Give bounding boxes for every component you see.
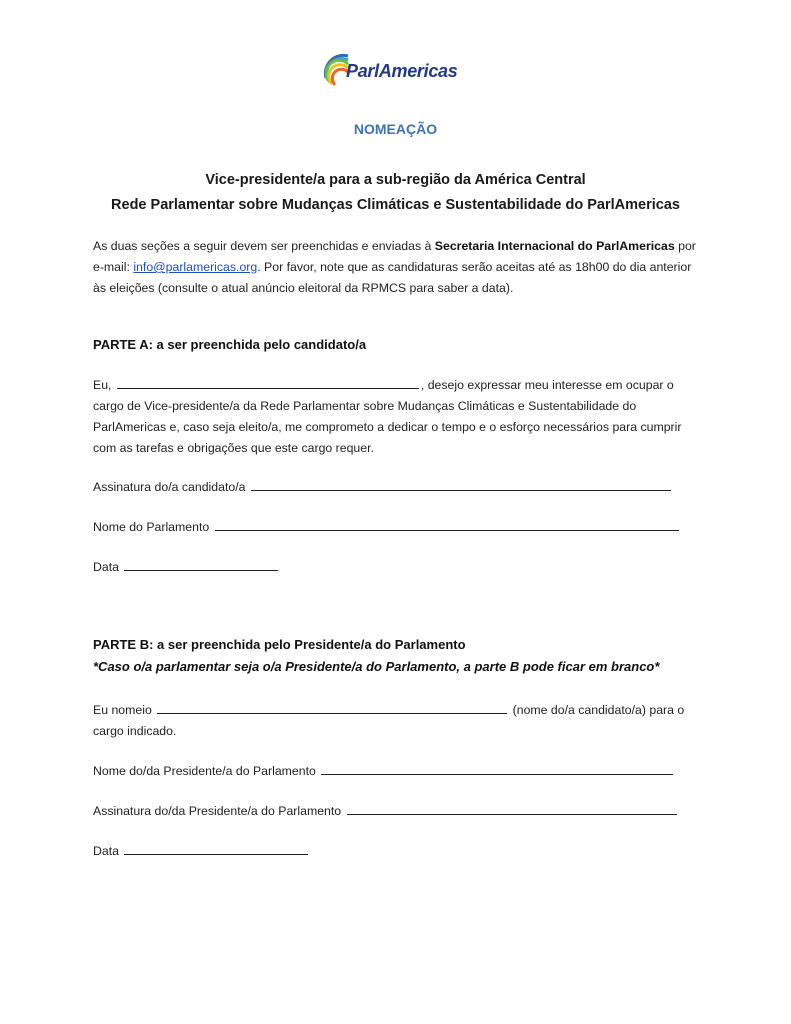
parliament-label: Nome do Parlamento: [93, 520, 210, 534]
date-row-b: [93, 841, 310, 862]
intro-text-2: por e-mail:: [93, 239, 696, 274]
document-label: NOMEAÇÃO: [353, 121, 438, 137]
network-heading: Rede Parlamentar sobre Mudanças Climáticas e Sustentabilidade do ParlAmericas: [111, 197, 680, 213]
nominee-name-blank[interactable]: [157, 700, 507, 714]
intro-paragraph: [93, 236, 705, 299]
part-b-note: *Caso o/a parlamentar seja o/a Presidente/a do Parlamento, a parte B pode ficar em branco*: [93, 659, 660, 674]
intro-text-1: As duas seções a seguir devem ser preenchidas e enviadas à: [93, 239, 435, 253]
part-b-title: PARTE B: a ser preenchida pelo Presidente/a do Parlamento: [93, 637, 466, 652]
nomination-start: Eu nomeio: [93, 703, 152, 717]
signature-label: Assinatura do/a candidato/a: [93, 480, 246, 494]
email-link[interactable]: info@parlamericas.org: [133, 260, 258, 274]
date-blank-b[interactable]: [124, 841, 308, 855]
president-name-label: Nome do/da Presidente/a do Parlamento: [93, 764, 316, 778]
date-blank-a[interactable]: [124, 557, 278, 571]
part-b-statement: [93, 700, 705, 742]
president-name-blank[interactable]: [321, 761, 673, 775]
logo-wordmark: ParlAmericas: [346, 61, 458, 81]
parliament-blank[interactable]: [215, 517, 679, 531]
parliament-row: [93, 517, 681, 538]
date-label-a: Data: [93, 560, 119, 574]
nomination-end: (nome do/a candidato/a) para o cargo indicado.: [93, 703, 685, 738]
president-signature-label: Assinatura do/da Presidente/a do Parlamento: [93, 804, 342, 818]
part-a-title: PARTE A: a ser preenchida pelo candidato/a: [93, 337, 367, 352]
candidate-name-blank[interactable]: [117, 375, 419, 389]
part-a-statement: [93, 375, 705, 459]
statement-end: , desejo expressar meu interesse em ocupar o cargo de Vice-presidente/a da Rede Parlamentar sobre Mudanças Climáticas e Sustentabilidade do ParlAmericas e, caso seja eleito/a, me comprometo a dedicar o tempo e o esforço necessários para cumprir com as tarefas e obrigações que este cargo requer.: [93, 378, 682, 455]
parlamericas-logo: [318, 48, 478, 94]
intro-text-3: . Por favor, note que as candidaturas serão aceitas até as 18h00 do dia anterior às eleições (consulte o atual anúncio eleitoral da RPMCS para saber a data).: [93, 260, 692, 295]
signature-row: [93, 477, 673, 498]
president-name-row: [93, 761, 675, 782]
statement-start: Eu,: [93, 378, 115, 392]
president-signature-row: [93, 801, 679, 822]
date-label-b: Data: [93, 844, 119, 858]
date-row-a: [93, 557, 280, 578]
secretariat-name: Secretaria Internacional do ParlAmericas: [434, 239, 675, 253]
position-heading: Vice-presidente/a para a sub-região da América Central: [205, 172, 586, 188]
signature-blank[interactable]: [251, 477, 671, 491]
president-signature-blank[interactable]: [347, 801, 677, 815]
